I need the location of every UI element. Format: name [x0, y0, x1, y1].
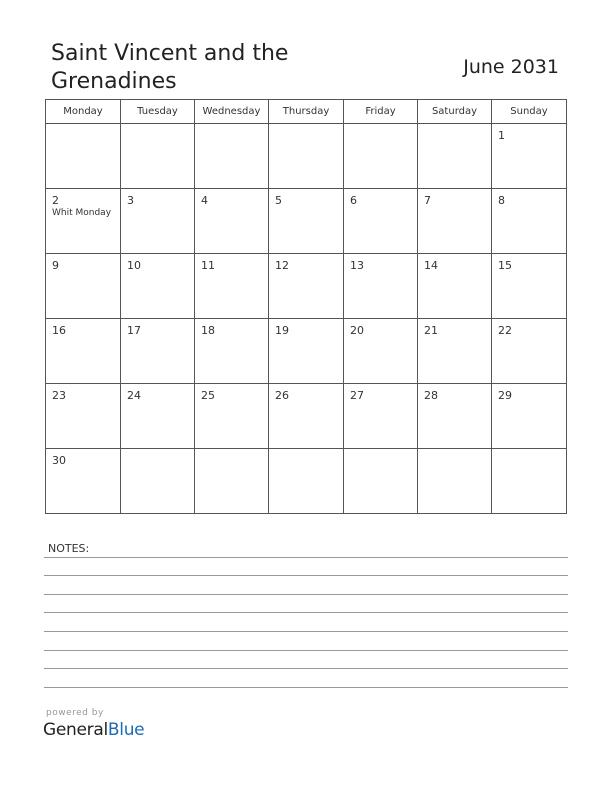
- day-cell: [418, 189, 492, 254]
- day-number: 11: [201, 259, 215, 272]
- day-number: [344, 124, 417, 129]
- day-cell: [46, 254, 121, 319]
- day-cell: [418, 384, 492, 449]
- weekday-friday: Friday: [344, 100, 418, 124]
- day-number: 19: [275, 324, 289, 337]
- calendar-grid: [45, 99, 567, 514]
- day-number: 26: [275, 389, 289, 402]
- day-number: [418, 124, 491, 129]
- week-row: [46, 189, 567, 254]
- day-number: 5: [275, 194, 282, 207]
- day-number: [195, 124, 268, 129]
- day-number: 1: [498, 129, 505, 142]
- day-number: [269, 449, 343, 454]
- day-number: 13: [350, 259, 364, 272]
- note-line: [44, 668, 568, 669]
- day-cell: [344, 189, 418, 254]
- day-number: 8: [498, 194, 505, 207]
- note-line: [44, 594, 568, 595]
- day-number: 29: [498, 389, 512, 402]
- day-cell: [46, 189, 121, 254]
- day-number: 14: [424, 259, 438, 272]
- day-cell: [269, 189, 344, 254]
- day-number: 17: [127, 324, 141, 337]
- day-number: 12: [275, 259, 289, 272]
- weekday-saturday: Saturday: [418, 100, 492, 124]
- note-line: [44, 575, 568, 576]
- week-row: [46, 254, 567, 319]
- day-cell: [195, 449, 269, 514]
- weekday-wednesday: Wednesday: [195, 100, 269, 124]
- day-number: 3: [127, 194, 134, 207]
- day-cell: [418, 124, 492, 189]
- notes-label: NOTES:: [48, 542, 90, 555]
- day-number: 15: [498, 259, 512, 272]
- note-line: [44, 631, 568, 632]
- day-cell: [418, 449, 492, 514]
- day-number: 7: [424, 194, 431, 207]
- day-number: 25: [201, 389, 215, 402]
- day-cell: [121, 449, 195, 514]
- day-cell: [195, 189, 269, 254]
- day-cell: [269, 254, 344, 319]
- day-cell: [344, 254, 418, 319]
- generalblue-logo: [43, 720, 144, 740]
- day-cell: [121, 124, 195, 189]
- day-number: 20: [350, 324, 364, 337]
- day-cell: [269, 319, 344, 384]
- weekday-tuesday: Tuesday: [121, 100, 195, 124]
- week-row: [46, 124, 567, 189]
- day-cell: [195, 384, 269, 449]
- day-cell: [492, 189, 567, 254]
- day-cell: [492, 319, 567, 384]
- day-cell: [492, 449, 567, 514]
- note-line: [44, 612, 568, 613]
- note-line: [44, 687, 568, 688]
- day-number: 27: [350, 389, 364, 402]
- day-number: 6: [350, 194, 357, 207]
- note-line: [44, 650, 568, 651]
- day-cell: [195, 319, 269, 384]
- day-cell: [121, 384, 195, 449]
- day-number: 28: [424, 389, 438, 402]
- week-row: [46, 449, 567, 514]
- day-number: 18: [201, 324, 215, 337]
- day-cell: [46, 384, 121, 449]
- day-cell: [344, 449, 418, 514]
- day-number: 21: [424, 324, 438, 337]
- day-number: [121, 124, 194, 129]
- day-number: 4: [201, 194, 208, 207]
- day-number: 9: [52, 259, 59, 272]
- day-number: [269, 124, 343, 129]
- day-cell: [269, 384, 344, 449]
- day-number: [418, 449, 491, 454]
- day-cell: [418, 319, 492, 384]
- day-number: [344, 449, 417, 454]
- brand-general: General: [43, 720, 108, 740]
- day-number: [121, 449, 194, 454]
- day-cell: [344, 124, 418, 189]
- calendar-title: Saint Vincent and the Grenadines: [51, 41, 289, 94]
- day-number: 30: [52, 454, 66, 467]
- day-number: 23: [52, 389, 66, 402]
- week-row: [46, 319, 567, 384]
- day-cell: [46, 449, 121, 514]
- day-cell: [492, 124, 567, 189]
- day-cell: [121, 319, 195, 384]
- day-cell: [121, 189, 195, 254]
- day-cell: [121, 254, 195, 319]
- day-number: 16: [52, 324, 66, 337]
- holiday-label: Whit Monday: [52, 208, 112, 218]
- day-cell: [269, 449, 344, 514]
- day-cell: [418, 254, 492, 319]
- weekday-thursday: Thursday: [269, 100, 344, 124]
- day-cell: [195, 124, 269, 189]
- day-number: 22: [498, 324, 512, 337]
- weekday-monday: Monday: [46, 100, 121, 124]
- day-cell: [46, 124, 121, 189]
- note-line: [44, 557, 568, 558]
- weekday-header-row: [46, 100, 567, 124]
- day-cell: [46, 319, 121, 384]
- weekday-sunday: Sunday: [492, 100, 567, 124]
- brand-blue: Blue: [107, 720, 145, 740]
- month-year: June 2031: [463, 56, 559, 78]
- day-number: [492, 449, 566, 454]
- day-number: 2: [52, 194, 59, 207]
- day-cell: [492, 384, 567, 449]
- day-number: [46, 124, 120, 129]
- day-number: [195, 449, 268, 454]
- day-cell: [492, 254, 567, 319]
- day-number: 10: [127, 259, 141, 272]
- week-row: [46, 384, 567, 449]
- day-cell: [344, 384, 418, 449]
- day-number: 24: [127, 389, 141, 402]
- powered-by-text: powered by: [46, 708, 104, 718]
- day-cell: [269, 124, 344, 189]
- day-cell: [195, 254, 269, 319]
- day-cell: [344, 319, 418, 384]
